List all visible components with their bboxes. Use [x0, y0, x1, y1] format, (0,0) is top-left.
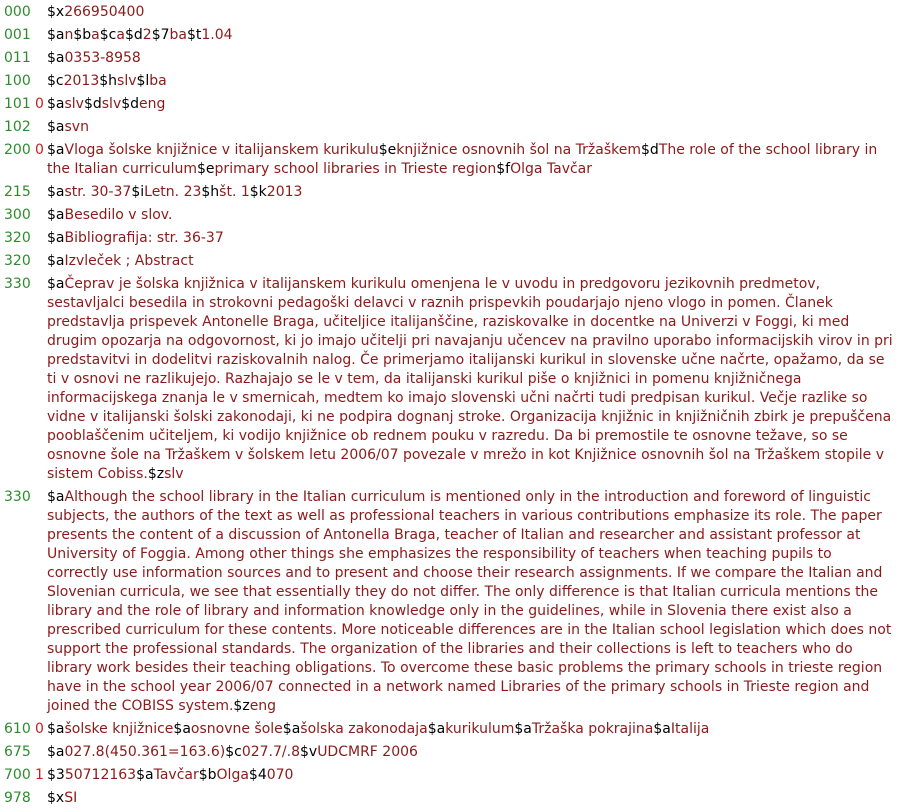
subfield-code: $t [186, 27, 202, 43]
subfield-value: n [64, 27, 74, 43]
subfield [47, 27, 73, 43]
field-row-102 [0, 118, 900, 137]
field-content [47, 95, 900, 114]
field-tag: 001 [4, 27, 31, 43]
subfield-value: Olga Tavčar [510, 161, 593, 177]
subfield-code: $c [99, 27, 117, 43]
field-indicator: 0 [35, 721, 44, 737]
subfield [201, 184, 249, 200]
subfield-code: $a [173, 721, 191, 737]
subfield [187, 27, 233, 43]
subfield-value: osnovne šole [190, 721, 283, 737]
field-row-011 [0, 49, 900, 68]
subfield [47, 767, 136, 783]
subfield-value: knjižnice osnovnih šol na Tržaškem [396, 142, 641, 158]
subfield-value: The role of the school library in the Italian curriculum [47, 142, 878, 177]
subfield [428, 721, 515, 737]
field-row-700 [0, 766, 900, 785]
subfield [47, 4, 144, 20]
subfield [653, 721, 709, 737]
subfield-value: šolska zakonodaja [300, 721, 428, 737]
field-row-320 [0, 229, 900, 248]
subfield-code: $a [47, 744, 65, 760]
field-row-001 [0, 26, 900, 45]
field-content [47, 275, 900, 484]
field-row-200 [0, 141, 900, 179]
subfield-code: $h [99, 73, 118, 89]
field-tag: 011 [4, 50, 31, 66]
subfield [249, 767, 294, 783]
subfield-code: $a [47, 96, 65, 112]
subfield-value: 266950400 [64, 4, 145, 20]
field-tag: 101 [4, 96, 31, 112]
subfield-value: ba [149, 73, 167, 89]
field-tag: 000 [4, 4, 31, 20]
field-indicator: 1 [35, 767, 44, 783]
field-tag: 215 [4, 184, 31, 200]
field-tag: 200 [4, 142, 31, 158]
field-tag: 675 [4, 744, 31, 760]
subfield-value: 2 [142, 27, 152, 43]
subfield-code: $a [47, 489, 65, 505]
subfield-value: primary school libraries in Trieste region [214, 161, 497, 177]
subfield-value: str. 30-37 [64, 184, 132, 200]
subfield-value: 027.8(450.361=163.6) [64, 744, 226, 760]
subfield-value: Besedilo v slov. [64, 207, 173, 223]
subfield [47, 73, 99, 89]
field-tag: 610 [4, 721, 31, 737]
subfield-value: 070 [266, 767, 294, 783]
subfield-value: 027.7/.8 [241, 744, 300, 760]
field-content [47, 26, 900, 45]
subfield-code: $h [201, 184, 220, 200]
subfield [47, 276, 893, 482]
subfield [47, 142, 379, 158]
subfield [47, 184, 131, 200]
subfield [47, 207, 172, 223]
field-row-101 [0, 95, 900, 114]
subfield [283, 721, 428, 737]
field-row-000 [0, 3, 900, 22]
subfield-value: št. 1 [219, 184, 250, 200]
field-indicator: 0 [35, 142, 44, 158]
field-row-320 [0, 252, 900, 271]
field-content [47, 118, 900, 137]
field-content [47, 789, 900, 808]
subfield-value: 1.04 [201, 27, 233, 43]
subfield [137, 73, 167, 89]
subfield [84, 96, 121, 112]
subfield-code: $a [47, 721, 65, 737]
subfield-value: slv [101, 96, 122, 112]
subfield-value: Izvleček ; Abstract [64, 253, 194, 269]
subfield-value: eng [139, 96, 166, 112]
subfield [250, 184, 303, 200]
subfield [233, 698, 276, 714]
subfield-code: $x [47, 4, 65, 20]
subfield-value: slv [117, 73, 137, 89]
subfield-code: $a [47, 142, 65, 158]
subfield-code: $v [299, 744, 318, 760]
field-row-100 [0, 72, 900, 91]
subfield-code: $a [47, 119, 65, 135]
subfield [125, 27, 152, 43]
subfield-code: $4 [248, 767, 267, 783]
field-tag: 700 [4, 767, 31, 783]
subfield-value: Italija [670, 721, 710, 737]
subfield [47, 790, 77, 806]
subfield-value: a [91, 27, 100, 43]
subfield-code: $d [121, 96, 140, 112]
subfield-code: $f [496, 161, 511, 177]
field-content [47, 252, 900, 271]
subfield-code: $i [131, 184, 145, 200]
subfield-value: Čeprav je šolska knjižnica v italijanskem kurikulu omenjena le v uvodu in predgovoru jezikovnih predmetov, sestavljalci besedila in strokovni pedagoški delavci v raznih prispevkih poudarjajo njeno vlogo in pomen. Članek predstavlja prispevek Antonelle Braga, učiteljice italijanščine, raziskovalke in docentke na Univerzi v Foggi, ki med drugim opozarja na odgovornost, ki jo imajo učitelji pri navajanju učencev na pravilno uporabo informacijskih virov in pri predstavitvi in dodelitvi raziskovalnih nalog. Če primerjamo italijanski kurikul in slovenske učne načrte, opažamo, da se ti v osnovi ne razlikujejo. Razhajajo se le v tem, da italijanski kurikul piše o knjižnici in pomenu knjižničnega informacijskega znanja le v smernicah, medtem ko imajo slovenski učni načrti tudi predpisan kurikul. Večje razlike so vidne v italijanski šolski zakonodaji, ki ne podpira dognanj stroke. Organizacija knjižnic in knjižničnih zbirk je prepuščena pooblaščenim učiteljem, ki vodijo knjižnice ob rednem pouku v razredu. Da bi premostile te osnovne težave, so se osnovne šole na Tržaškem v šolskem letu 2006/07 povezale v mrežo in kot Knjižnice osnovnih šol na Tržaškem stopile v sistem Cobiss. [47, 276, 893, 482]
subfield-code: $d [641, 142, 659, 158]
subfield [300, 744, 418, 760]
subfield [99, 73, 136, 89]
field-content [47, 229, 900, 248]
subfield-code: $3 [47, 767, 65, 783]
subfield [197, 161, 496, 177]
subfield-value: Tavčar [153, 767, 199, 783]
subfield [496, 161, 592, 177]
subfield [100, 27, 125, 43]
subfield-code: $a [514, 721, 532, 737]
subfield-value: slv [164, 466, 184, 482]
field-row-978 [0, 789, 900, 808]
subfield-code: $a [427, 721, 446, 737]
subfield-value: svn [64, 119, 89, 135]
subfield-code: $b [73, 27, 92, 43]
field-content [47, 49, 900, 68]
field-indicator: 0 [35, 96, 44, 112]
subfield [152, 27, 187, 43]
field-content [47, 3, 900, 22]
subfield-value: Although the school library in the Italian curriculum is mentioned only in the introduction and foreword of linguistic subjects, the authors of the text as well as professional teachers in various contributions emphasize its role. The paper presents the content of a discussion of Antonella Braga, teacher of Italian and researcher and assistant professor at University of Foggia. Among other things she emphasizes the responsibility of teachers when teaching pupils to correctly use information sources and to present and choose their research assignments. If we compare the Italian and Slovenian curricula, we see that essentially they do not differ. The only difference is that Italian curricula mentions the library and the role of library and information knowledge only in the guidelines, while in Slovenia there exist also a prescribed curriculum for these contents. More noticeable differences are in the Italian school legislation which does not support the professional standards. The organization of the libraries and their collections is left to teachers who do library work besides their teaching obligations. To overcome these basic problems the primary schools in trieste region have in the school year 2006/07 connected in a network named Libraries of the primary schools in Trieste region and joined the COBISS system. [47, 489, 892, 714]
subfield-code: $a [653, 721, 671, 737]
field-content [47, 183, 900, 202]
subfield-code: $l [136, 73, 150, 89]
subfield-code: $a [47, 207, 65, 223]
subfield-value: Letn. 23 [144, 184, 202, 200]
subfield [47, 96, 84, 112]
subfield-code: $7 [151, 27, 170, 43]
subfield [199, 767, 249, 783]
subfield-value: ba [169, 27, 187, 43]
field-content [47, 141, 900, 179]
field-content [47, 743, 900, 762]
subfield-value: UDCMRF 2006 [317, 744, 418, 760]
subfield-value: 0353-8958 [64, 50, 141, 66]
subfield [514, 721, 653, 737]
subfield-code: $k [249, 184, 267, 200]
subfield-code: $a [47, 27, 65, 43]
subfield-code: $z [233, 698, 250, 714]
field-tag: 300 [4, 207, 31, 223]
field-tag: 330 [4, 489, 31, 505]
subfield-code: $d [83, 96, 102, 112]
field-row-610 [0, 720, 900, 739]
subfield-value: šolske knjižnice [64, 721, 174, 737]
subfield [173, 721, 282, 737]
subfield [47, 744, 225, 760]
subfield-value: SI [64, 790, 78, 806]
subfield [136, 767, 199, 783]
field-tag: 330 [4, 276, 31, 292]
field-content [47, 206, 900, 225]
field-tag: 320 [4, 253, 31, 269]
subfield-code: $x [47, 790, 65, 806]
subfield [148, 466, 184, 482]
subfield-code: $d [124, 27, 143, 43]
subfield [47, 489, 891, 714]
field-row-330 [0, 488, 900, 716]
subfield [47, 721, 173, 737]
subfield [73, 27, 99, 43]
subfield [121, 96, 165, 112]
subfield-code: $c [225, 744, 242, 760]
subfield-value: a [116, 27, 125, 43]
subfield [379, 142, 641, 158]
field-row-330 [0, 275, 900, 484]
subfield-value: eng [249, 698, 277, 714]
subfield [47, 253, 194, 269]
subfield [47, 50, 141, 66]
subfield-code: $c [47, 73, 64, 89]
subfield-value: slv [64, 96, 84, 112]
field-content [47, 72, 900, 91]
subfield-value: Tržaška pokrajina [531, 721, 654, 737]
subfield-code: $e [197, 161, 215, 177]
subfield [131, 184, 201, 200]
field-content [47, 720, 900, 739]
field-tag: 100 [4, 73, 31, 89]
subfield-code: $a [47, 253, 65, 269]
subfield-code: $a [47, 184, 65, 200]
subfield-value: 2013 [63, 73, 100, 89]
subfield-value: Bibliografija: str. 36-37 [64, 230, 224, 246]
field-row-215 [0, 183, 900, 202]
subfield-code: $a [47, 50, 65, 66]
subfield-value: 2013 [266, 184, 303, 200]
field-row-300 [0, 206, 900, 225]
subfield-value: kurikulum [445, 721, 515, 737]
field-content [47, 766, 900, 785]
subfield [225, 744, 300, 760]
subfield-value: Olga [216, 767, 249, 783]
subfield-code: $z [147, 466, 165, 482]
subfield [47, 119, 89, 135]
field-tag: 978 [4, 790, 31, 806]
subfield-value: Vloga šolske knjižnice v italijanskem kurikulu [64, 142, 379, 158]
subfield-code: $e [378, 142, 397, 158]
subfield-code: $b [198, 767, 217, 783]
subfield [47, 230, 224, 246]
field-tag: 320 [4, 230, 31, 246]
subfield-value: 50712163 [64, 767, 137, 783]
field-row-675 [0, 743, 900, 762]
subfield-code: $a [136, 767, 154, 783]
subfield-code: $a [282, 721, 301, 737]
field-content [47, 488, 900, 716]
subfield-code: $a [47, 230, 65, 246]
field-tag: 102 [4, 119, 31, 135]
subfield-code: $a [47, 276, 65, 292]
